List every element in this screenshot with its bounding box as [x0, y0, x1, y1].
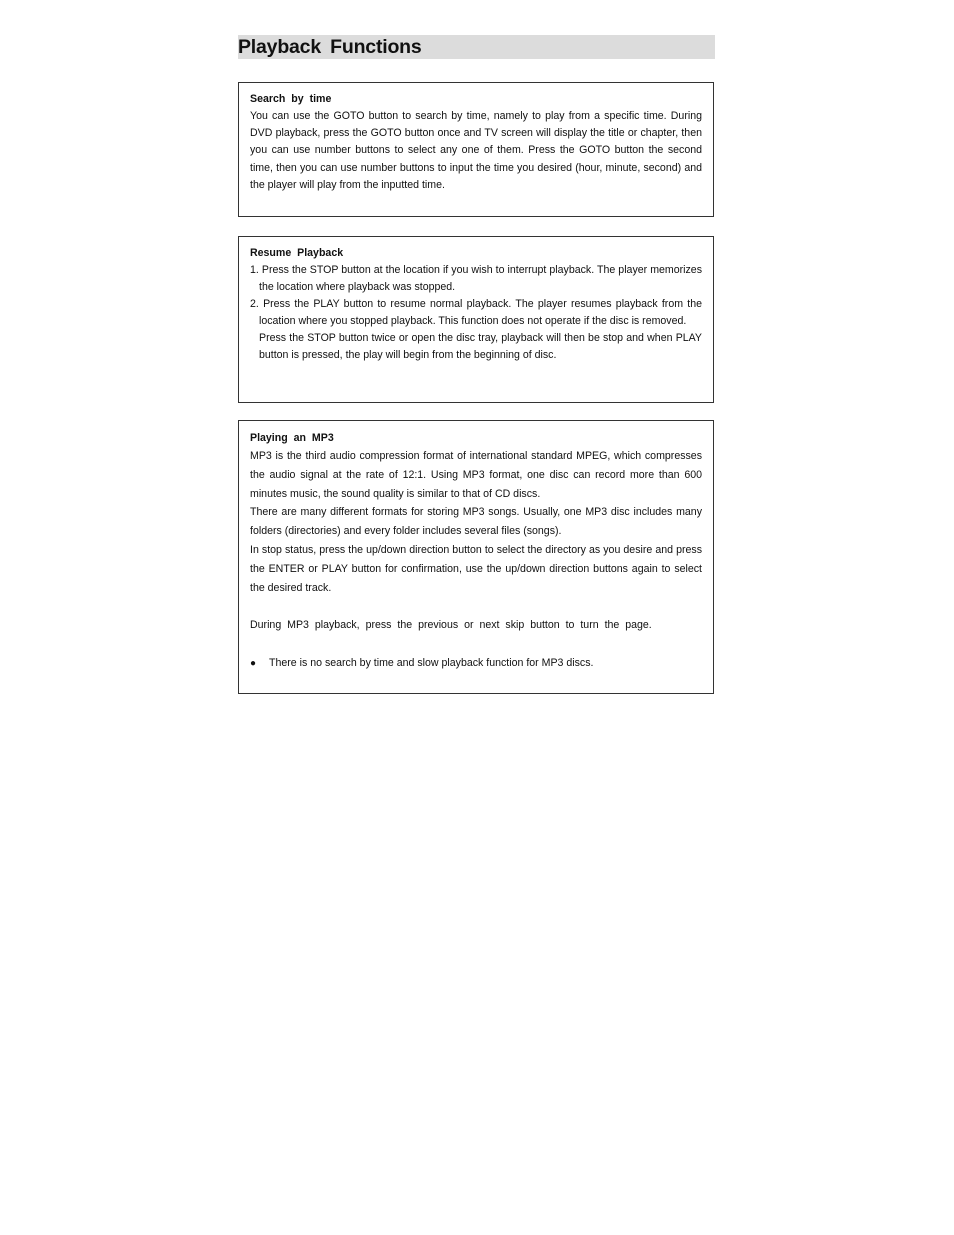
- resume-playback-step-2: 2. Press the PLAY button to resume normal playback. The player resumes playback from the location where you stopped playback. This function does not operate if the disc is removed.: [250, 298, 702, 328]
- mp3-paragraph-format: MP3 is the third audio compression format of international standard MPEG, which compresses the audio signal at the rate of 12:1. Using MP3 format, one disc can record more than 600 minutes music, the sound quality is similar to that of CD discs.: [250, 450, 702, 500]
- spacer: [250, 597, 702, 616]
- search-by-time-heading: Search by time: [250, 93, 332, 105]
- search-by-time-section: [238, 82, 714, 217]
- mp3-note-text: There is no search by time and slow playback function for MP3 discs.: [269, 656, 594, 669]
- mp3-note: [250, 654, 702, 674]
- resume-playback-step-2-continued: Press the STOP button twice or open the disc tray, playback will then be stop and when PLAY button is pressed, the play will begin from the beginning of disc.: [259, 332, 702, 362]
- mp3-paragraph-stop-status: In stop status, press the up/down direction button to select the directory as you desire and press the ENTER or PLAY button for confirmation, use the up/down direction buttons again to select the desired track.: [250, 543, 702, 594]
- page-title-bar: [238, 35, 715, 59]
- resume-playback-heading: Resume Playback: [250, 247, 344, 259]
- resume-playback-step-1: 1. Press the STOP button at the location if you wish to interrupt playback. The player memorizes the location where playback was stopped.: [250, 264, 702, 294]
- playing-mp3-section: [238, 420, 714, 694]
- resume-playback-section: [238, 236, 714, 403]
- page-title: Playback Functions: [238, 36, 422, 58]
- playing-mp3-heading: Playing an MP3: [250, 432, 334, 444]
- search-by-time-body: You can use the GOTO button to search by time, namely to play from a specific time. During DVD playback, press the GOTO button once and TV screen will display the title or chapter, then you can use number buttons to select any one of them. Press the GOTO button the second time, then you can use number buttons to input the time you desired (hour, minute, second) and the player will play from the inputted time.: [250, 110, 702, 191]
- bullet-icon: ●: [250, 657, 257, 669]
- spacer: [250, 635, 702, 654]
- mp3-paragraph-folders: There are many different formats for storing MP3 songs. Usually, one MP3 disc includes many folders (directories) and every folder includes several files (songs).: [250, 506, 702, 538]
- mp3-paragraph-skip: During MP3 playback, press the previous or next skip button to turn the page.: [250, 619, 652, 632]
